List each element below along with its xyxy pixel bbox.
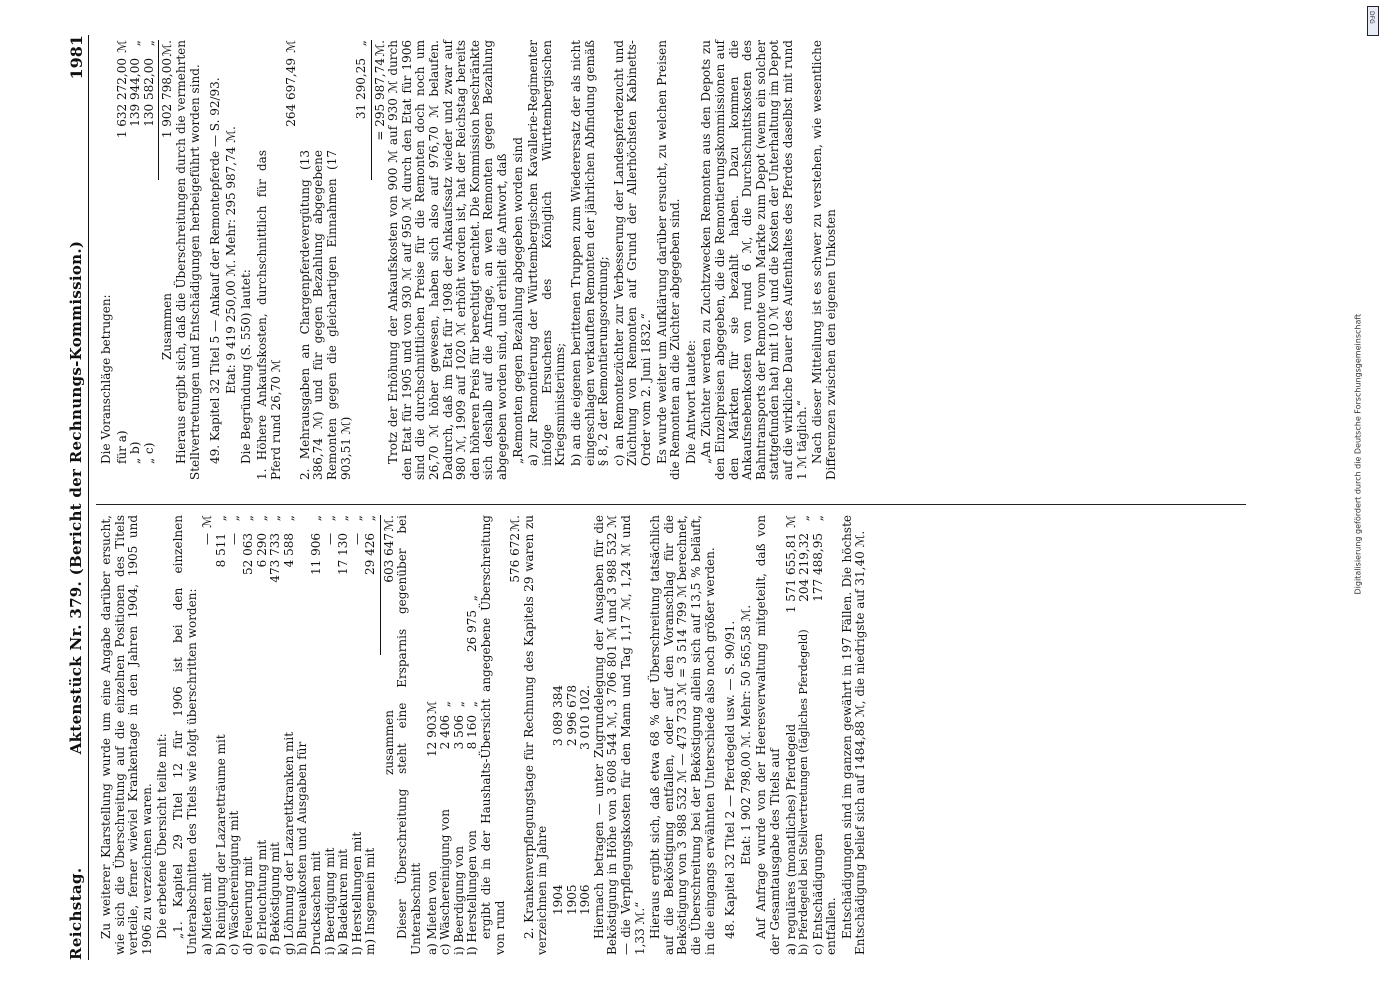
- overrun-list: [201, 515, 378, 955]
- paragraph: Es wurde weiter um Aufklärung darüber ersucht, zu welchen Preisen die Remonten an die Züchter abgegeben sind.: [654, 40, 683, 480]
- list-item: l) Herstellungen von 8 160 „ 26 975 „: [465, 595, 480, 955]
- list-item: Drucksachen mit 11 906 „: [308, 515, 323, 955]
- section-heading: 49. Kapitel 32 Titel 5 — Ankauf der Remontepferde — S. 92/93.: [208, 77, 223, 464]
- list-item: c) Wäschereinigung von 2 406 „: [438, 701, 453, 955]
- value-row: 576 672 ℳ.: [508, 515, 523, 583]
- sum-row: Zusammen 1 902 798,00 ℳ.: [160, 40, 175, 360]
- paragraph: ergibt die in der Haushalts-Übersicht angegebene Überschreitung von rund: [479, 515, 507, 955]
- dfg-logo: DFG: [1367, 6, 1379, 36]
- list-item: b) Pferdegeld bei Stellvertretungen (tägliches Pferdegeld) 204 219,32 „: [797, 515, 812, 955]
- paragraph: Die Antwort lautete:: [683, 339, 698, 464]
- paragraph: „1. Kapitel 29 Titel 12 für 1906 ist bei den einzelnen Unterabschnitten des Titels wie folgt überschritten worden:: [170, 515, 199, 955]
- sum-row: zusammen 603 647 ℳ.: [381, 515, 396, 775]
- savings-list: [426, 515, 480, 955]
- years-list: [552, 515, 593, 955]
- paragraph: Die Voranschläge betrugen:: [99, 294, 113, 464]
- page-number: 1981: [67, 35, 87, 80]
- paragraph: Zu weiterer Klarstellung wurde um eine Angabe darüber ersucht, wie sich die Überschreitung auf die einzelnen Positionen des Titels verteile, ferner wieviel Krankentage in den Jahren 1904, 1905 und 1906 zu verzeichnen waren.: [99, 515, 154, 955]
- digitization-note: Digitalisierung gefördert durch die Deutsche Forschungsgemeinschaft: [1353, 313, 1363, 595]
- sum-rule: [158, 40, 159, 180]
- value-row: 31 290,25 „: [354, 40, 369, 120]
- section-heading: 48. Kapitel 32 Titel 2 — Pferdegeld usw. — S. 90/91.: [723, 620, 738, 939]
- value-row: 264 697,49 ℳ: [284, 40, 299, 127]
- list-item: a) reguläres (monatliches) Pferdegeld 1 571 655,81 ℳ: [783, 515, 798, 955]
- paragraph: Die Begründung (S. 550) lautet:: [239, 269, 254, 464]
- list-item: 1905 2 996 678: [564, 685, 579, 915]
- list-item: h) Bureaukosten und Ausgaben für: [295, 741, 310, 955]
- etat-line: Etat: 1 902 798,00 ℳ. Mehr: 50 565,58 ℳ.: [738, 604, 753, 866]
- list-item: „ c) 130 582,00 „: [141, 40, 156, 464]
- list-item: e) Erleuchtung mit 6 290 „: [254, 515, 269, 955]
- paragraph: „An Züchter werden zu Zuchtzwecken Remonten aus den Depots zu den Einzelpreisen abgegeben, die die Remontierungskommissionen auf den Märkten für sie bezahlt haben. Dazu kommen die Ankaufsnebenkosten von rund 6 ℳ, die Durchschnittskosten des Bahntransports der Remonte vom Markte zum Depot (wenn ein solcher stattgefunden hat) mit 10 ℳ und die Kosten der Unterhaltung im Depot auf die wirkliche Dauer des Aufenthaltes des Pferdes daselbst mit rund 1 ℳ täglich.“: [699, 40, 809, 480]
- list-item: b) Reinigung der Lazaretträume mit 8 511 „: [213, 515, 228, 955]
- list-item: i) Beerdigung mit — „: [322, 515, 337, 955]
- list-item: c) Wäschereinigung mit — „: [227, 515, 242, 955]
- left-column: [100, 515, 870, 955]
- sum-rule: [371, 40, 372, 180]
- list-item: l) Herstellungen mit — „: [349, 515, 364, 955]
- paragraph: Hieraus ergibt sich, daß etwa 68 % der Überschreitung tatsächlich auf die Beköstigung entfallen, oder auf den Voranschlag für die Beköstigung von 3 988 532 ℳ — 473 733 ℳ = 3 514 799 ℳ berechnet, die Überschreitung bei der Beköstigung allein sich auf 13,5 % beläuft, in die eingangs erwähnten Unterschiede also noch größer werden.: [648, 515, 717, 955]
- paragraph: Auf Anfrage wurde von der Heeresverwaltung mitgeteilt, daß von der Gesamtausgabe des Titels auf: [754, 515, 782, 955]
- paragraph: „Remonten gegen Bezahlung abgegeben worden sind: [510, 137, 525, 464]
- pferdegeld-list: [785, 515, 826, 955]
- list-item: k) Badekuren mit 17 130 „: [336, 515, 351, 955]
- paragraph: Dieser Überschreitung steht eine Ersparnis gegenüber bei Unterabschnitt: [395, 515, 424, 955]
- list-item: m) Insgemein mit 29 426 „: [363, 515, 378, 955]
- list-item: d) Feuerung mit 52 063 „: [240, 515, 255, 955]
- list-item: 2. Mehrausgaben an Chargenpferdevergütung (13 386,74 ℳ) und für gegen Bezahlung abgegebene Remonten gegen die gleichartigen Einnahmen (17 903,51 ℳ): [297, 150, 353, 480]
- page-header: [58, 35, 89, 960]
- right-column: [100, 40, 840, 480]
- paragraph: Entschädigungen sind im ganzen gewährt in 197 Fällen. Die höchste Entschädigung belief sich auf 1484,88 ℳ, die niedrigste auf 31,40 ℳ.: [839, 515, 868, 955]
- paragraph: entfallen.: [824, 897, 839, 955]
- total-row: = 295 987,74 ℳ.: [372, 40, 387, 141]
- list-item: für a) 1 632 272,00 ℳ: [114, 40, 129, 464]
- list-item: 1906 3 010 102.: [578, 685, 593, 915]
- paragraph: 2. Krankenverpflegungstage für Rechnung des Kapitels 29 waren zu verzeichnen im Jahre: [521, 515, 550, 955]
- paragraph: Nach dieser Mitteilung ist es schwer zu verstehen, wie wesentliche Differenzen zwischen den eigenen Unkosten: [810, 40, 838, 480]
- sum-rule: [380, 515, 381, 655]
- column-divider: [96, 504, 1246, 505]
- paragraph: Hieraus ergibt sich, daß die Überschreitungen durch die vermehrten Stellvertretungen und Entschädigungen herbeigeführt worden sind.: [173, 40, 202, 480]
- paragraph: Hiernach betragen — unter Zugrundelegung der Ausgaben für die Beköstigung in Höhe von 3 608 544 ℳ, 3 706 801 ℳ und 3 988 532 ℳ — die Verpflegungskosten für den Mann und Tag 1,17 ℳ, 1,24 ℳ und 1,33 ℳ.“: [591, 515, 647, 955]
- budget-list: [116, 40, 157, 480]
- list-item: a) Mieten mit — ℳ: [200, 515, 215, 955]
- list-item: 1904 3 089 384: [551, 685, 565, 915]
- header-center: Aktenstück Nr. 379. (Bericht der Rechnungs-Kommission.): [67, 240, 86, 755]
- header-left: Reichstag.: [67, 867, 86, 960]
- etat-line: Etat: 9 419 250,00 ℳ. Mehr: 295 987,74 ℳ.: [223, 126, 238, 394]
- list-item: i) Beerdigung von 3 506 „: [451, 701, 466, 955]
- list-item: f) Beköstigung mit 473 733 „: [268, 515, 283, 955]
- list-item: b) an die eigenen berittenen Truppen zum Wiederersatz der als nicht eingeschlagen verkauften Remonten der jährlichen Abfindung gemäß § 8, 2 der Remontierungsordnung;: [569, 40, 611, 466]
- list-item: a) Mieten von 12 903 ℳ: [424, 701, 439, 955]
- list-item: „ b) 139 944,00 „: [128, 40, 143, 464]
- paragraph: Trotz der Erhöhung der Ankaufskosten von 900 ℳ auf 930 ℳ durch den Etat für 1905 und von 930 ℳ auf 950 ℳ durch den Etat für 1906 sind die durchschnittlichen Preise für die Remonten doch noch um 26,70 ℳ höher gewesen, haben sich also auf 976,70 ℳ belaufen. Dadurch, daß im Etat für 1908 der Ankaufssatz wieder und zwar auf 980 ℳ, 1909 auf 1020 ℳ erhöht worden ist, hat der Reichstag bereits den höheren Preis für berechtigt erachtet. Die Kommission beschränkte sich deshalb auf die Anfrage, an wen Remonten gegen Bezahlung abgegeben worden sind, und erhielt die Antwort, daß: [386, 40, 510, 480]
- list-item: c) Entschädigungen 177 488,95 „: [810, 515, 825, 955]
- list-item: 1. Höhere Ankaufskosten, durchschnittlich für das Pferd rund 26,70 ℳ: [254, 150, 283, 480]
- list-item: g) Löhnung der Lazarettkranken mit 4 588 „: [281, 515, 296, 955]
- list-item: c) an Remontezüchter zur Verbesserung der Landespferdezucht und Züchtung von Remonten auf Grund der Allerhöchsten Kabinetts-Order vom 2. Juni 1832.“: [611, 40, 653, 466]
- list-item: a) zur Remontierung der Württembergischen Kavallerie-Regimenter infolge Ersuchens des Königlich Württembergischen Kriegsministeriums;: [526, 40, 568, 466]
- paragraph: Die erbetene Übersicht teilte mit:: [155, 733, 170, 939]
